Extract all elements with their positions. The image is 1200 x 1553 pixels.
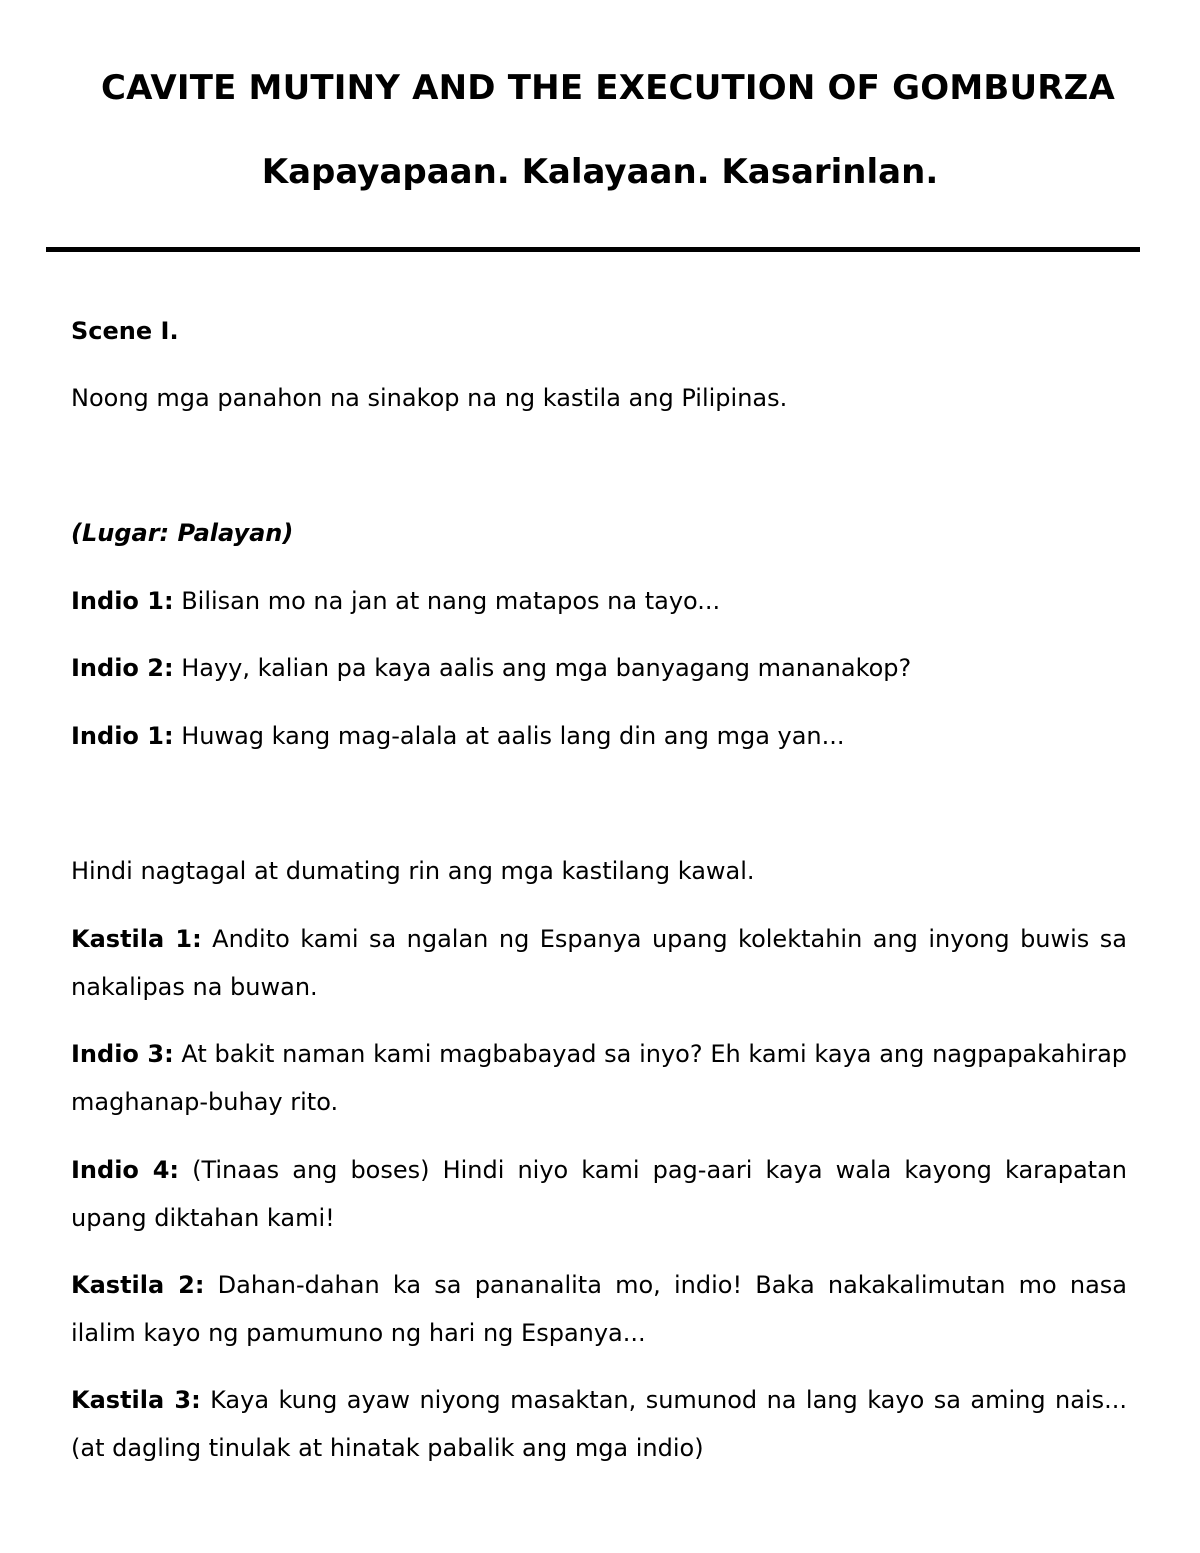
narration-arrival: Hindi nagtagal at dumating rin ang mga kastilang kawal.	[71, 857, 755, 885]
dialogue-text: (Tinaas ang boses) Hindi niyo kami pag-aari kaya wala kayong karapatan upang diktahan kami!	[71, 1156, 1128, 1232]
dialogue-line	[71, 1146, 1127, 1242]
dialogue-text: Bilisan mo na jan at nang matapos na tayo...	[173, 587, 721, 615]
document-subtitle: Kapayapaan. Kalayaan. Kasarinlan.	[261, 152, 939, 192]
dialogue-text: Andito kami sa ngalan ng Espanya upang kolektahin ang inyong buwis sa nakalipas na buwan.	[71, 925, 1127, 1001]
speaker-name: Indio 1:	[71, 722, 174, 750]
dialogue-line	[71, 644, 1127, 692]
speaker-name: Indio 3:	[71, 1040, 174, 1068]
dialogue-text: Kaya kung ayaw niyong masaktan, sumunod na lang kayo sa aming nais... (at dagling tinulak at hinatak pabalik ang mga indio)	[71, 1386, 1127, 1462]
horizontal-rule	[46, 247, 1140, 252]
speaker-name: Kastila 3:	[71, 1386, 201, 1414]
setting-note: (Lugar: Palayan)	[71, 519, 294, 547]
dialogue-line	[71, 712, 1127, 760]
scene-heading: Scene I.	[71, 317, 179, 345]
dialogue-text: At bakit naman kami magbabayad sa inyo? Eh kami kaya ang nagpapakahirap maghanap-buhay rito.	[71, 1040, 1128, 1116]
speaker-name: Kastila 2:	[71, 1271, 205, 1299]
dialogue-text: Dahan-dahan ka sa pananalita mo, indio! Baka nakakalimutan mo nasa ilalim kayo ng pamumuno ng hari ng Espanya...	[71, 1271, 1128, 1347]
speaker-name: Indio 2:	[71, 654, 174, 682]
dialogue-line	[71, 1261, 1127, 1357]
dialogue-line	[71, 577, 1127, 625]
dialogue-text: Hayy, kalian pa kaya aalis ang mga banyagang mananakop?	[173, 654, 912, 682]
narration-intro: Noong mga panahon na sinakop na ng kastila ang Pilipinas.	[71, 384, 788, 412]
document-title: CAVITE MUTINY AND THE EXECUTION OF GOMBURZA	[100, 68, 1116, 108]
speaker-name: Kastila 1:	[71, 925, 202, 953]
dialogue-line	[71, 1376, 1127, 1472]
speaker-name: Indio 1:	[71, 587, 174, 615]
dialogue-line	[71, 915, 1127, 1011]
dialogue-line	[71, 1030, 1127, 1126]
dialogue-text: Huwag kang mag-alala at aalis lang din ang mga yan...	[173, 722, 845, 750]
speaker-name: Indio 4:	[71, 1156, 180, 1184]
